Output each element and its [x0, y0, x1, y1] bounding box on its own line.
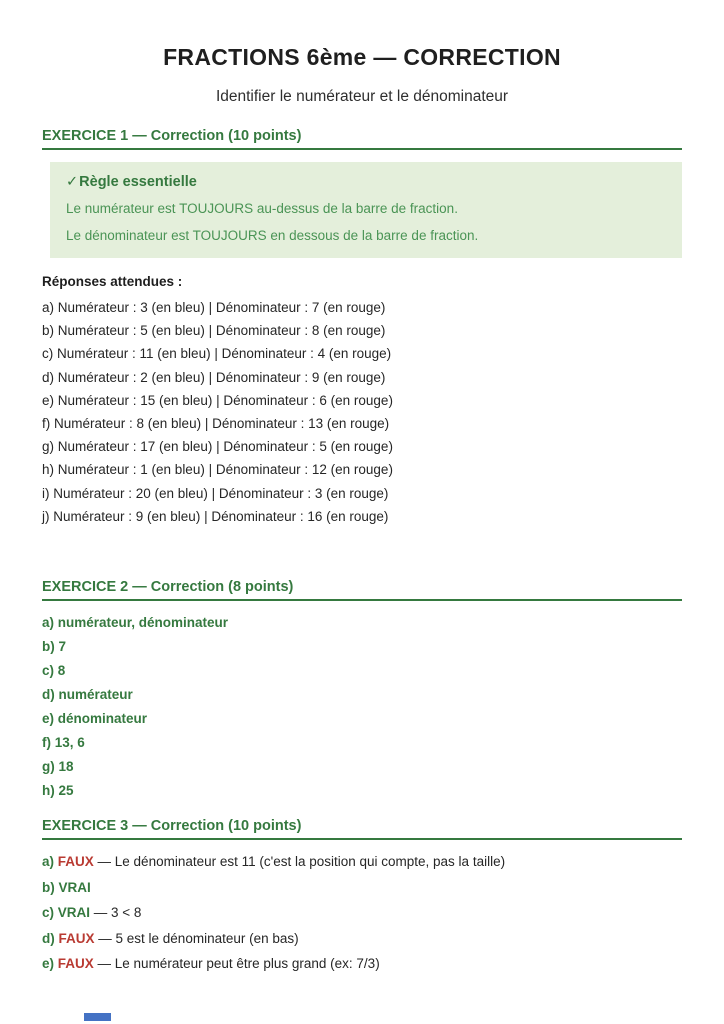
- exercise1-heading: EXERCICE 1 — Correction (10 points): [42, 128, 682, 150]
- answer-verdict: FAUX: [58, 930, 95, 946]
- answer-line: d) Numérateur : 2 (en bleu) | Dénominateur : 9 (en rouge): [42, 369, 386, 385]
- answer-letter: c): [42, 905, 58, 921]
- answer-line: b) Numérateur : 5 (en bleu) | Dénominateur : 8 (en rouge): [42, 323, 386, 339]
- answer-line: h) 25: [42, 783, 74, 799]
- exercise3-answer-list: [42, 849, 682, 977]
- rule-line: Le dénominateur est TOUJOURS en dessous de la barre de fraction.: [66, 228, 479, 243]
- answer-line: j) Numérateur : 9 (en bleu) | Dénominateur : 16 (en rouge): [42, 508, 389, 524]
- answer-explanation: — 5 est le dénominateur (en bas): [94, 930, 299, 946]
- exercise3-heading: EXERCICE 3 — Correction (10 points): [42, 818, 682, 840]
- answer-explanation: — Le numérateur peut être plus grand (ex: 7/3): [93, 956, 380, 972]
- answer-verdict: FAUX: [57, 854, 94, 870]
- answer-line: f) Numérateur : 8 (en bleu) | Dénominateur : 13 (en rouge): [42, 416, 390, 432]
- page-title: FRACTIONS 6ème — CORRECTION: [163, 44, 561, 70]
- answer-explanation: — 3 < 8: [90, 905, 142, 921]
- answer-line: d) numérateur: [42, 687, 133, 703]
- answer-line: [42, 900, 682, 926]
- answer-line: h) Numérateur : 1 (en bleu) | Dénominateur : 12 (en rouge): [42, 462, 393, 478]
- page-subtitle: Identifier le numérateur et le dénominateur: [215, 88, 509, 105]
- answer-line: a) Numérateur : 3 (en bleu) | Dénominateur : 7 (en rouge): [42, 300, 386, 315]
- answer-line: [42, 875, 682, 901]
- answer-line: c) Numérateur : 11 (en bleu) | Dénominateur : 4 (en rouge): [42, 346, 392, 362]
- answer-letter: b): [42, 879, 59, 895]
- rule-title-text: Règle essentielle: [79, 174, 197, 190]
- answer-line: b) 7: [42, 639, 67, 655]
- footer-blue-mark: [84, 1013, 111, 1021]
- rule-box-title: [66, 174, 666, 190]
- answer-letter: d): [42, 930, 59, 946]
- answer-line: f) 13, 6: [42, 735, 85, 751]
- answer-line: [42, 926, 682, 952]
- answer-line: c) 8: [42, 663, 66, 679]
- answer-line: g) 18: [42, 759, 74, 775]
- answer-line: [42, 849, 682, 875]
- exercise1-answer-list: [42, 296, 682, 528]
- answer-line: a) numérateur, dénominateur: [42, 615, 229, 631]
- rule-line: Le numérateur est TOUJOURS au-dessus de la barre de fraction.: [66, 201, 458, 216]
- answer-letter: e): [42, 956, 58, 972]
- exercise2-heading: EXERCICE 2 — Correction (8 points): [42, 579, 682, 601]
- answer-explanation: — Le dénominateur est 11 (c'est la position qui compte, pas la taille): [93, 854, 506, 870]
- answer-line: i) Numérateur : 20 (en bleu) | Dénominateur : 3 (en rouge): [42, 485, 389, 501]
- answer-line: e) dénominateur: [42, 711, 148, 727]
- rule-box: [50, 162, 682, 258]
- answers-label: Réponses attendues :: [42, 274, 183, 289]
- answer-verdict: VRAI: [58, 879, 91, 895]
- answer-verdict: FAUX: [57, 956, 94, 972]
- answer-line: g) Numérateur : 17 (en bleu) | Dénominateur : 5 (en rouge): [42, 439, 393, 455]
- checkmark-icon: ✓: [66, 174, 79, 190]
- exercise2-answer-list: [42, 611, 682, 803]
- answer-line: e) Numérateur : 15 (en bleu) | Dénominateur : 6 (en rouge): [42, 392, 393, 408]
- answer-verdict: VRAI: [57, 905, 91, 921]
- answer-line: [42, 951, 682, 977]
- answer-letter: a): [42, 854, 58, 870]
